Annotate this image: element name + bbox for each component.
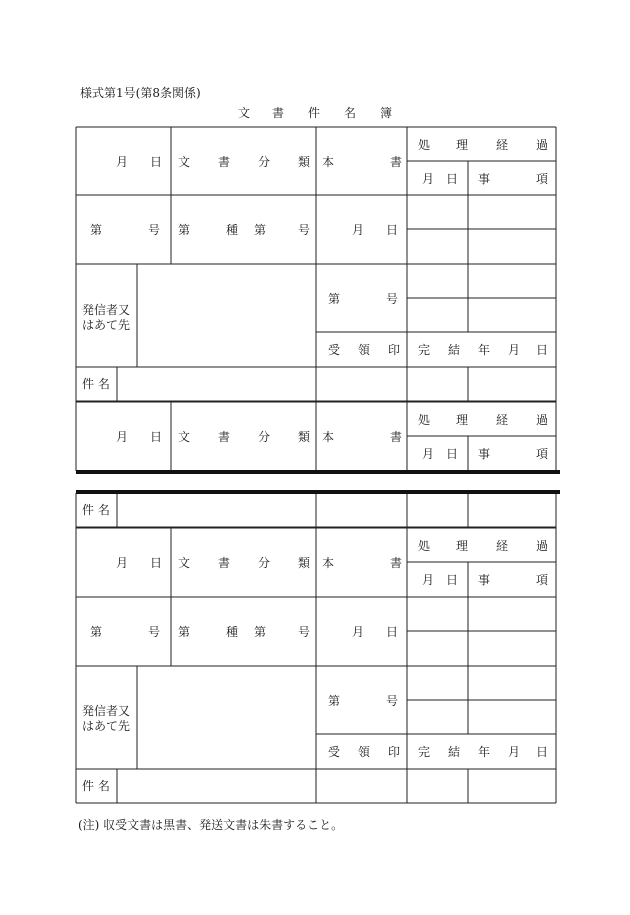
month-label: 月 bbox=[422, 573, 435, 587]
gou-label: 号 bbox=[386, 694, 399, 708]
gou-label: 号 bbox=[148, 625, 161, 639]
bunrui-char: 類 bbox=[298, 556, 311, 570]
title-char: 簿 bbox=[380, 106, 393, 120]
dai-label: 第 bbox=[178, 223, 191, 237]
form-number: 様式第1号(第8条関係) bbox=[80, 86, 201, 100]
day-label: 日 bbox=[150, 155, 163, 169]
bunrui-char: 書 bbox=[218, 155, 231, 169]
sho-label: 書 bbox=[390, 155, 403, 169]
kanketsu-char: 年 bbox=[478, 745, 491, 759]
dai-label: 第 bbox=[328, 694, 341, 708]
bunrui-char: 類 bbox=[298, 430, 311, 444]
kenmei-label: 件 名 bbox=[82, 503, 110, 517]
hasshinsha-line: はあて先 bbox=[82, 719, 131, 733]
keika-char: 処 bbox=[418, 413, 431, 427]
month-label: 月 bbox=[352, 223, 365, 237]
hon-label: 本 bbox=[322, 430, 335, 444]
juryou-char: 受 bbox=[328, 343, 341, 357]
juryou-char: 印 bbox=[388, 343, 401, 357]
dai-label: 第 bbox=[90, 625, 103, 639]
bunrui-char: 分 bbox=[258, 556, 271, 570]
jikou-char: 事 bbox=[478, 172, 491, 186]
title-char: 文 bbox=[238, 106, 251, 120]
shu-label: 種 bbox=[226, 223, 239, 237]
hon-label: 本 bbox=[322, 155, 335, 169]
keika-char: 理 bbox=[456, 539, 469, 553]
kanketsu-char: 結 bbox=[448, 745, 461, 759]
keika-char: 過 bbox=[536, 138, 549, 152]
kanketsu-char: 完 bbox=[418, 745, 431, 759]
dai-label: 第 bbox=[254, 223, 267, 237]
dai-label: 第 bbox=[178, 625, 191, 639]
bunrui-char: 書 bbox=[218, 556, 231, 570]
dai-label: 第 bbox=[254, 625, 267, 639]
month-label: 月 bbox=[116, 430, 129, 444]
juryou-char: 領 bbox=[358, 343, 371, 357]
month-label: 月 bbox=[116, 556, 129, 570]
kanketsu-char: 年 bbox=[478, 343, 491, 357]
month-label: 月 bbox=[116, 155, 129, 169]
juryou-char: 受 bbox=[328, 745, 341, 759]
hasshinsha-line: 発信者又 bbox=[82, 704, 131, 718]
keika-char: 経 bbox=[496, 413, 509, 427]
jikou-char: 項 bbox=[536, 172, 549, 186]
kanketsu-char: 完 bbox=[418, 343, 431, 357]
gou-label: 号 bbox=[298, 625, 311, 639]
title-char: 名 bbox=[344, 106, 357, 120]
day-label: 日 bbox=[446, 573, 459, 587]
month-label: 月 bbox=[352, 625, 365, 639]
keika-char: 処 bbox=[418, 539, 431, 553]
jikou-char: 項 bbox=[536, 447, 549, 461]
day-label: 日 bbox=[446, 172, 459, 186]
month-label: 月 bbox=[422, 172, 435, 186]
hasshinsha-line: 発信者又 bbox=[82, 303, 131, 317]
keika-char: 過 bbox=[536, 539, 549, 553]
kanketsu-char: 月 bbox=[508, 343, 521, 357]
title-char: 件 bbox=[308, 106, 321, 120]
bunrui-char: 文 bbox=[178, 430, 191, 444]
gou-label: 号 bbox=[298, 223, 311, 237]
bunrui-char: 分 bbox=[258, 155, 271, 169]
bunrui-char: 分 bbox=[258, 430, 271, 444]
sho-label: 書 bbox=[390, 430, 403, 444]
hasshinsha-line: はあて先 bbox=[82, 318, 131, 332]
month-label: 月 bbox=[422, 447, 435, 461]
juryou-char: 領 bbox=[358, 745, 371, 759]
sho-label: 書 bbox=[390, 556, 403, 570]
bunrui-char: 文 bbox=[178, 556, 191, 570]
juryou-char: 印 bbox=[388, 745, 401, 759]
jikou-char: 事 bbox=[478, 573, 491, 587]
title-char: 書 bbox=[272, 106, 285, 120]
day-label: 日 bbox=[386, 625, 399, 639]
day-label: 日 bbox=[150, 556, 163, 570]
hon-label: 本 bbox=[322, 556, 335, 570]
kanketsu-char: 日 bbox=[536, 745, 549, 759]
footnote: (注) 収受文書は黒書、発送文書は朱書すること。 bbox=[78, 818, 344, 832]
day-label: 日 bbox=[386, 223, 399, 237]
kanketsu-char: 月 bbox=[508, 745, 521, 759]
bunrui-char: 文 bbox=[178, 155, 191, 169]
kenmei-label: 件 名 bbox=[82, 377, 110, 391]
keika-char: 理 bbox=[456, 138, 469, 152]
day-label: 日 bbox=[446, 447, 459, 461]
keika-char: 理 bbox=[456, 413, 469, 427]
shu-label: 種 bbox=[226, 625, 239, 639]
jikou-char: 項 bbox=[536, 573, 549, 587]
bunrui-char: 書 bbox=[218, 430, 231, 444]
jikou-char: 事 bbox=[478, 447, 491, 461]
keika-char: 経 bbox=[496, 539, 509, 553]
keika-char: 経 bbox=[496, 138, 509, 152]
kanketsu-char: 日 bbox=[536, 343, 549, 357]
day-label: 日 bbox=[150, 430, 163, 444]
keika-char: 過 bbox=[536, 413, 549, 427]
dai-label: 第 bbox=[328, 292, 341, 306]
kenmei-label: 件 名 bbox=[82, 779, 110, 793]
gou-label: 号 bbox=[386, 292, 399, 306]
keika-char: 処 bbox=[418, 138, 431, 152]
kanketsu-char: 結 bbox=[448, 343, 461, 357]
dai-label: 第 bbox=[90, 223, 103, 237]
bunrui-char: 類 bbox=[298, 155, 311, 169]
gou-label: 号 bbox=[148, 223, 161, 237]
